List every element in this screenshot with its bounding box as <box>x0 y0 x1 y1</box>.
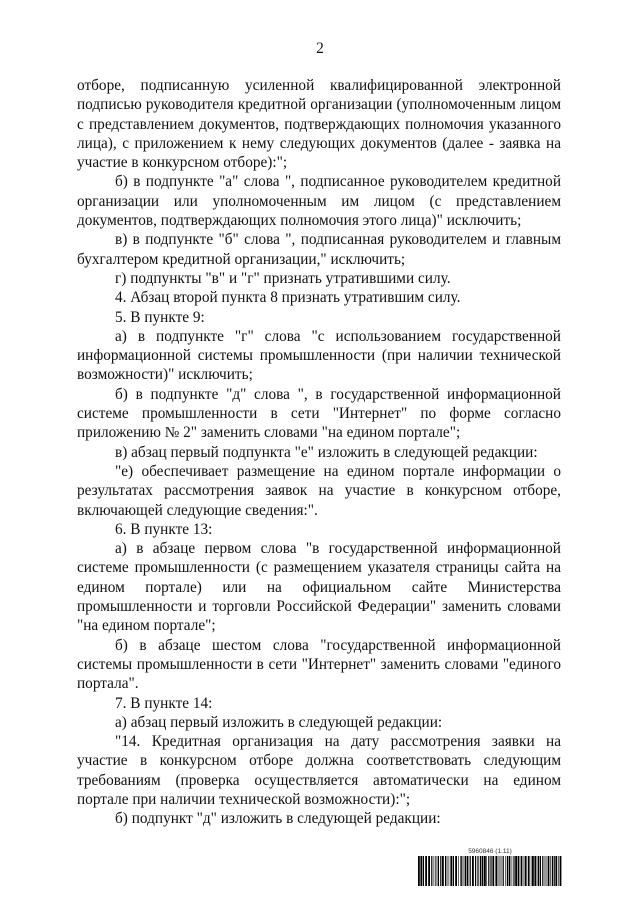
paragraph: б) подпункт "д" изложить в следующей редакции: <box>115 810 441 828</box>
paragraph: а) в подпункте "г" слова "с использованием государственной информационной системы промышленности (при наличии технической возможности)" исключить; <box>77 327 561 384</box>
paragraph: а) абзац первый изложить в следующей редакции: <box>115 713 443 731</box>
paragraph: 7. В пункте 14: <box>115 694 213 712</box>
document-code: 5960846 (1.11) <box>468 848 512 855</box>
paragraph: б) в подпункте "д" слова ", в государственной информационной системе промышленности в сети "Интернет" по форме согласно приложению № 2" заменить словами "на едином портале"; <box>77 385 561 442</box>
document-body <box>77 76 561 829</box>
paragraph: "14. Кредитная организация на дату рассмотрения заявки на участие в конкурсном отборе должна соответствовать следующим требованиям (проверка осуществляется автоматически на едином портале при наличии технической возможности):"; <box>77 733 561 808</box>
barcode-block <box>418 848 562 886</box>
paragraph: 6. В пункте 13: <box>115 520 213 538</box>
barcode-icon <box>418 856 562 886</box>
paragraph: отборе, подписанную усиленной квалифицированной электронной подписью руководителя кредитной организации (уполномоченным лицом с представлением документов, подтверждающих полномочия указанного лица), с приложением к нему следующих документов (далее - заявка на участие в конкурсном отборе):"; <box>77 77 561 172</box>
paragraph: 4. Абзац второй пункта 8 признать утратившим силу. <box>115 289 461 307</box>
paragraph: в) в подпункте "б" слова ", подписанная руководителем и главным бухгалтером кредитной организации," исключить; <box>77 231 561 268</box>
paragraph: г) подпункты "в" и "г" признать утратившими силу. <box>115 269 451 287</box>
paragraph: в) абзац первый подпункта "е" изложить в следующей редакции: <box>115 443 538 461</box>
page-number: 2 <box>316 40 324 57</box>
paragraph: 5. В пункте 9: <box>115 308 205 326</box>
paragraph: а) в абзаце первом слова "в государственной информационной системе промышленности (с размещением указателя страницы сайта на едином портале) или на официальном сайте Министерства промышленности и торговли Российской Федерации" заменить словами "на едином портале"; <box>77 540 561 635</box>
paragraph: б) в абзаце шестом слова "государственной информационной системы промышленности в сети "Интернет" заменить словами "единого портала". <box>77 636 561 693</box>
paragraph: б) в подпункте "а" слова ", подписанное руководителем кредитной организации или уполномоченным им лицом (с представлением документов, подтверждающих полномочия этого лица)" исключить; <box>77 173 561 230</box>
paragraph: "е) обеспечивает размещение на едином портале информации о результатах рассмотрения заявок на участие в конкурсном отборе, включающей следующие сведения:". <box>77 462 561 519</box>
